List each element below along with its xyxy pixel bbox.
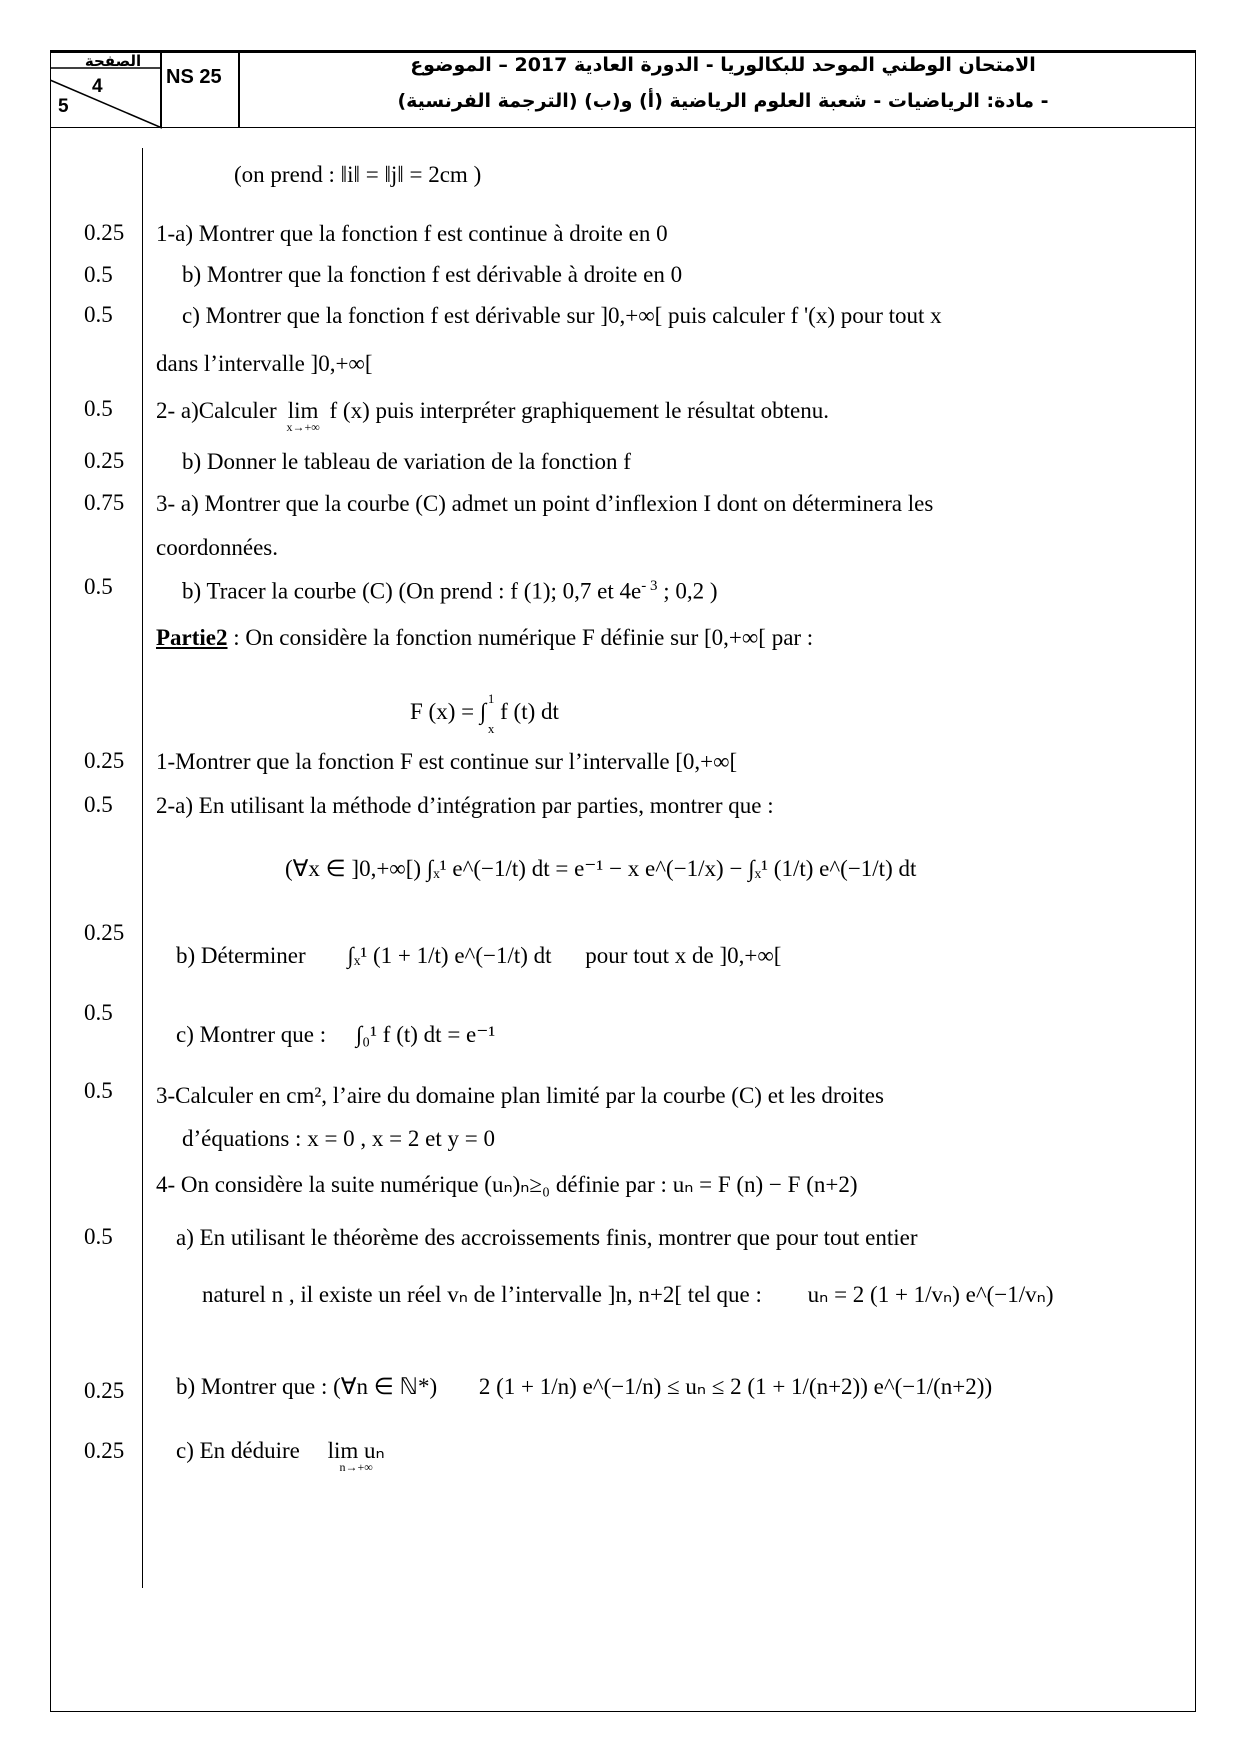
limit-subscript: n→+∞ <box>339 1460 373 1474</box>
mark: 0.5 <box>84 1224 113 1249</box>
partie2-q4a: a) En utilisant le théorème des accroissements finis, montrer que pour tout entier <box>176 1225 918 1250</box>
question-1b: b) Montrer que la fonction f est dérivable à droite en 0 <box>182 262 683 287</box>
header-top-rule <box>50 50 1196 53</box>
question-1c: c) Montrer que la fonction f est dérivable sur ]0,+∞[ puis calculer f '(x) pour tout x <box>182 303 942 328</box>
partie2-q2a: 2-a) En utilisant la méthode d’intégration par parties, montrer que : <box>156 793 774 818</box>
limit-subscript: x→+∞ <box>286 420 320 434</box>
exam-code: NS 25 <box>166 66 222 88</box>
question-2a-suffix: f (x) puis interpréter graphiquement le résultat obtenu. <box>329 398 829 423</box>
partie2-q2b <box>176 943 781 969</box>
unit-note: (on prend : ‖i‖ = ‖j‖ = 2cm ) <box>234 162 482 187</box>
partie2-q2b-suffix: pour tout x de ]0,+∞[ <box>585 943 782 968</box>
mark: 0.25 <box>84 448 125 473</box>
limit-operator: lim <box>287 398 319 423</box>
question-3b-exponent: - 3 <box>641 578 658 594</box>
F-definition <box>410 684 559 744</box>
question-3a-continued: coordonnées. <box>156 535 278 560</box>
partie2-q3-continued: d’équations : x = 0 , x = 2 et y = 0 <box>182 1126 495 1151</box>
partie2-q2a-formula: (∀x ∈ ]0,+∞[) ∫ₓ¹ e^(−1/t) dt = e⁻¹ − x e^(−1/x) − ∫ₓ¹ (1/t) e^(−1/t) dt <box>285 856 917 881</box>
F-definition-lhs: F (x) = ∫ <box>410 699 487 725</box>
mark: 0.5 <box>84 792 113 817</box>
mark: 0.5 <box>84 302 113 327</box>
mark: 0.25 <box>84 920 125 945</box>
F-definition-upper: 1 <box>487 691 495 706</box>
partie2-q2c-formula: ∫₀¹ f (t) dt = e⁻¹ <box>355 1022 496 1047</box>
question-2a <box>156 398 829 435</box>
question-2a-prefix: 2- a)Calculer <box>156 398 277 423</box>
partie2-q4a-text: naturel n , il existe un réel vₙ de l’intervalle ]n, n+2[ tel que : <box>202 1282 762 1307</box>
header-divider-2 <box>238 50 240 128</box>
partie2-q1: 1-Montrer que la fonction F est continue sur l’intervalle [0,+∞[ <box>156 749 738 774</box>
mark: 0.5 <box>84 262 113 287</box>
mark: 0.25 <box>84 1378 125 1403</box>
mark: 0.25 <box>84 748 125 773</box>
exam-subtitle: - مادة: الرياضيات - شعبة العلوم الرياضية (أ) و(ب) (الترجمة الفرنسية) <box>397 90 1049 112</box>
partie2-q4b-prefix: b) Montrer que : (∀n ∈ ℕ*) <box>176 1374 438 1399</box>
partie2-q2c-prefix: c) Montrer que : <box>176 1022 327 1047</box>
marks-column-rule <box>142 148 143 1588</box>
question-1c-continued: dans l’intervalle ]0,+∞[ <box>156 351 373 376</box>
mark: 0.25 <box>84 1438 125 1463</box>
partie2-q4a-continued <box>202 1282 1053 1308</box>
partie2-q2c <box>176 1022 495 1048</box>
F-definition-body: f (t) dt <box>500 699 559 725</box>
partie2-q4a-formula: uₙ = 2 (1 + 1/vₙ) e^(−1/vₙ) <box>807 1282 1054 1307</box>
page-label: الصفحة <box>84 52 142 70</box>
partie2-intro <box>156 625 813 651</box>
limit-expression: lim uₙ <box>327 1438 385 1463</box>
partie2-q4c-prefix: c) En déduire <box>176 1438 300 1463</box>
question-3b-end: ; 0,2 ) <box>657 578 718 604</box>
partie2-q4b <box>176 1374 992 1400</box>
partie2-label: Partie2 <box>156 625 228 650</box>
partie2-text: : On considère la fonction numérique F définie sur [0,+∞[ par : <box>227 625 814 650</box>
mark: 0.5 <box>84 574 113 599</box>
question-2b: b) Donner le tableau de variation de la fonction f <box>182 449 631 474</box>
question-3b <box>182 578 718 605</box>
question-3b-text: b) Tracer la courbe (C) (On prend : f (1); 0,7 et 4e <box>182 578 642 604</box>
partie2-q4: 4- On considère la suite numérique (uₙ)ₙ≥₀ définie par : uₙ = F (n) − F (n+2) <box>156 1172 858 1197</box>
header-bottom-rule <box>50 127 1196 128</box>
partie2-q2b-formula: ∫ₓ¹ (1 + 1/t) e^(−1/t) dt <box>347 943 552 968</box>
mark: 0.25 <box>84 220 125 245</box>
mark: 0.75 <box>84 490 125 515</box>
mark: 0.5 <box>84 1078 113 1103</box>
question-1a: 1-a) Montrer que la fonction f est continue à droite en 0 <box>156 221 668 246</box>
mark: 0.5 <box>84 1000 113 1025</box>
partie2-q2b-prefix: b) Déterminer <box>176 943 306 968</box>
partie2-q4b-formula: 2 (1 + 1/n) e^(−1/n) ≤ uₙ ≤ 2 (1 + 1/(n+2)) e^(−1/(n+2)) <box>478 1374 993 1399</box>
F-definition-lower: x <box>487 720 495 736</box>
partie2-q3: 3-Calculer en cm², l’aire du domaine plan limité par la courbe (C) et les droites <box>156 1083 884 1108</box>
page-number: 4 <box>92 76 103 97</box>
exam-title: الامتحان الوطني الموحد للبكالوريا - الدورة العادية 2017 – الموضوع <box>410 54 1036 76</box>
mark: 0.5 <box>84 396 113 421</box>
partie2-q4c <box>176 1438 385 1475</box>
page-total: 5 <box>58 96 69 117</box>
question-3a: 3- a) Montrer que la courbe (C) admet un point d’inflexion I dont on déterminera les <box>156 491 934 516</box>
